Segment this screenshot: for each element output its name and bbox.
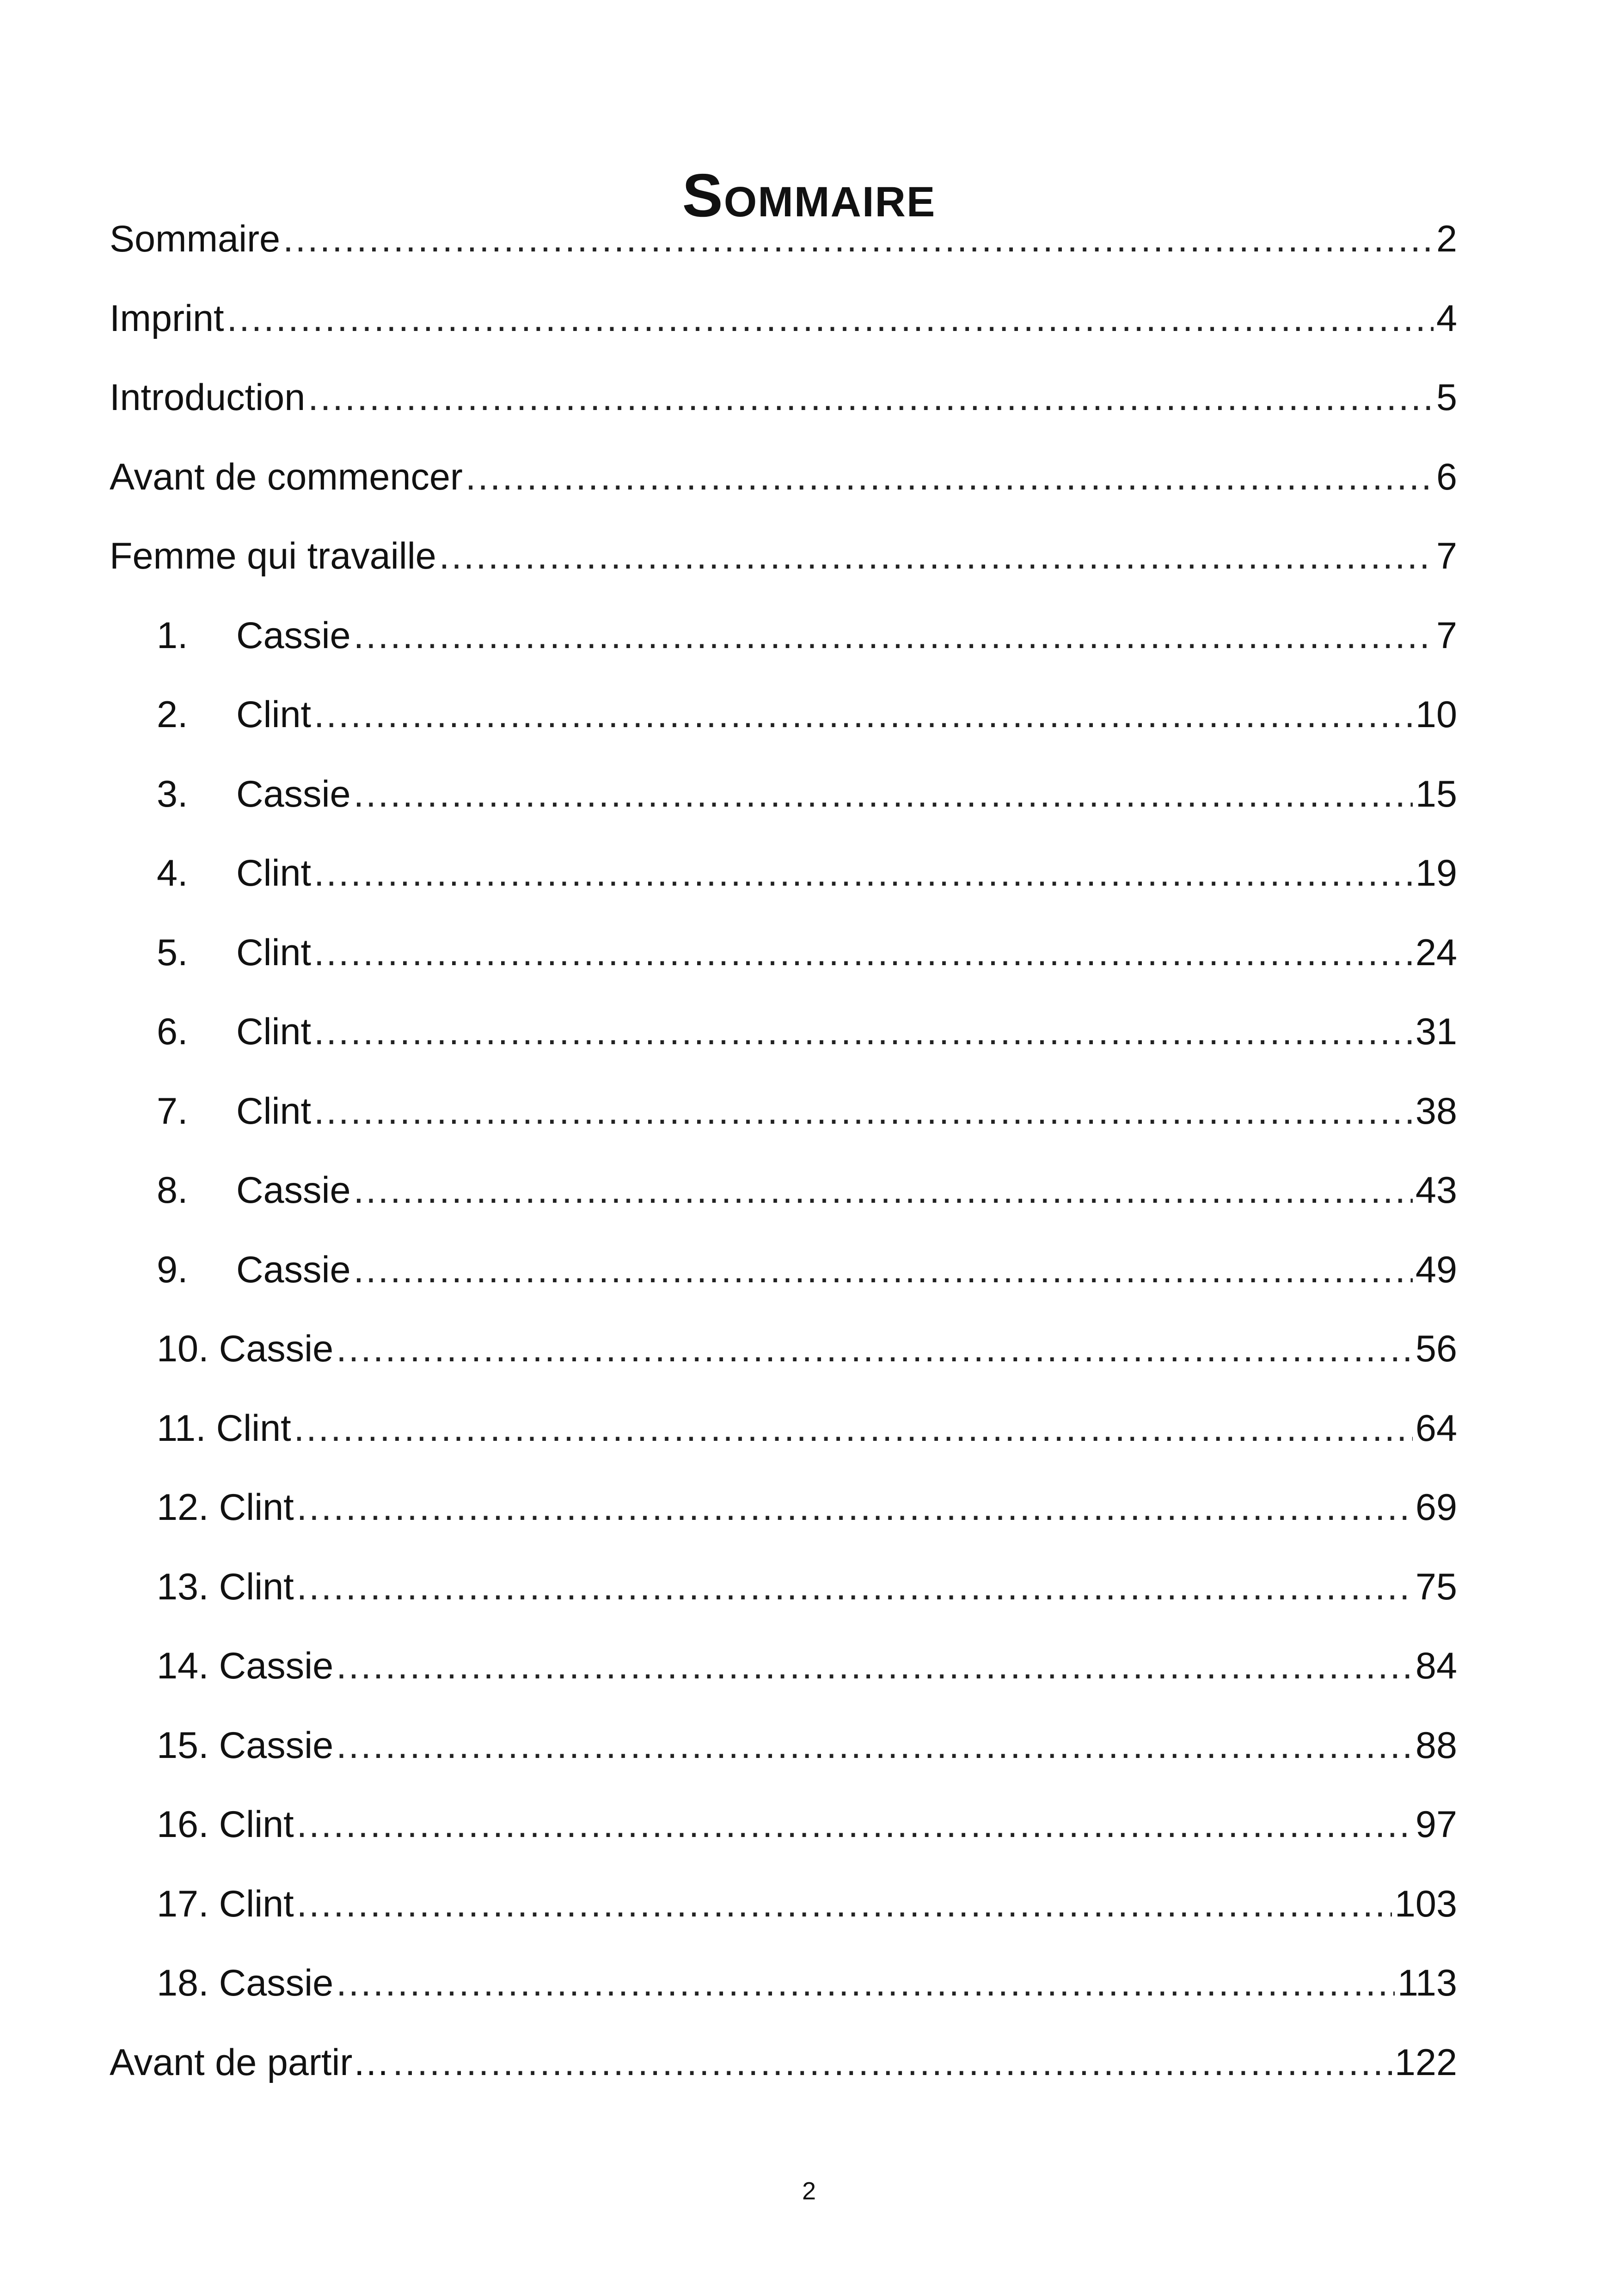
toc-entry-number: 8. [157, 1169, 188, 1211]
toc-entry[interactable] [110, 1244, 1457, 1324]
toc-entry-number: 1. [157, 614, 188, 656]
toc-entry-page: 5 [1436, 377, 1457, 418]
toc-entry-number: 4. [157, 852, 188, 894]
toc-entry[interactable] [110, 1086, 1457, 1165]
toc-entry-label: Avant de commencer [110, 456, 463, 498]
toc-entry[interactable] [110, 927, 1457, 1007]
dot-leader [392, 2037, 1392, 2088]
dot-leader [336, 1720, 1413, 1771]
toc-entry-label: Cassie [219, 1724, 334, 1766]
toc-entry-label: Imprint [110, 297, 224, 339]
toc-entry[interactable] [110, 531, 1457, 610]
toc-entry-number: 14. [157, 1645, 209, 1687]
toc-entry-page: 122 [1394, 2041, 1457, 2083]
toc-entry[interactable] [110, 1006, 1457, 1086]
toc-entry-label: Clint [236, 852, 312, 894]
toc-entry[interactable] [110, 2037, 1457, 2117]
toc-entry[interactable] [110, 689, 1457, 769]
toc-entry-label: Cassie [219, 1645, 334, 1687]
toc-entry-label: Clint [219, 1883, 294, 1925]
toc-entry-page: 31 [1415, 1011, 1457, 1053]
toc-entry-label: Clint [236, 1090, 312, 1132]
dot-leader [336, 1641, 1413, 1691]
dot-leader [354, 769, 1413, 820]
toc-entry-label: Clint [219, 1487, 294, 1528]
dot-leader [354, 1244, 1413, 1295]
toc-entry-page: 56 [1415, 1328, 1457, 1370]
toc-entry-page: 69 [1415, 1487, 1457, 1528]
toc-entry-page: 7 [1436, 535, 1457, 577]
toc-entry[interactable] [110, 1403, 1457, 1482]
dot-leader [297, 1482, 1413, 1533]
dot-leader [314, 848, 1413, 899]
toc-entry-number: 11. [157, 1407, 206, 1449]
toc-entry[interactable] [110, 1799, 1457, 1879]
dot-leader [297, 1879, 1392, 1929]
toc-entry[interactable] [110, 1165, 1457, 1244]
toc-entry[interactable] [110, 848, 1457, 927]
toc-entry-number: 17. [157, 1883, 209, 1925]
toc-entry-page: 38 [1415, 1090, 1457, 1132]
toc-entry[interactable] [110, 1323, 1457, 1403]
dot-leader [354, 610, 1434, 661]
toc-entry-page: 15 [1415, 773, 1457, 815]
dot-leader [314, 689, 1413, 740]
toc-entry-page: 75 [1415, 1566, 1457, 1608]
dot-leader [354, 1165, 1413, 1216]
toc-entry-number: 10. [157, 1328, 209, 1370]
dot-leader [308, 372, 1434, 423]
toc-entry-number: 15. [157, 1724, 209, 1766]
toc-entry-page: 97 [1415, 1804, 1457, 1845]
toc-entry-page: 88 [1415, 1724, 1457, 1766]
toc-entry-page: 19 [1415, 852, 1457, 894]
toc-entry[interactable] [110, 1720, 1457, 1800]
toc-entry[interactable] [110, 610, 1457, 690]
toc-entry-page: 103 [1394, 1883, 1457, 1925]
toc-entry-label: Cassie [236, 773, 351, 815]
table-of-contents [110, 214, 1457, 2116]
toc-entry-number: 9. [157, 1249, 188, 1291]
toc-entry-label: Clint [236, 694, 312, 735]
toc-entry-number: 5. [157, 931, 188, 974]
dot-leader [439, 531, 1434, 582]
toc-entry-page: 43 [1415, 1169, 1457, 1211]
toc-entry-label: Avant de partir… [110, 2041, 390, 2083]
toc-entry-number: 12. [157, 1487, 209, 1528]
toc-entry[interactable] [110, 1879, 1457, 1958]
toc-entry-label: Clint [236, 931, 312, 974]
toc-entry-page: 24 [1415, 931, 1457, 974]
toc-entry[interactable] [110, 1958, 1457, 2037]
toc-entry-page: 64 [1415, 1407, 1457, 1449]
toc-entry-label: Cassie [236, 1249, 351, 1291]
dot-leader [227, 293, 1434, 344]
toc-entry[interactable] [110, 293, 1457, 373]
toc-entry[interactable] [110, 452, 1457, 531]
toc-entry-label: Cassie [219, 1328, 334, 1370]
page-title: Sommaire [682, 161, 936, 230]
dot-leader [336, 1958, 1395, 2008]
toc-entry-label: Cassie [236, 1169, 351, 1211]
toc-entry-label: Clint [219, 1804, 294, 1845]
toc-entry-page: 113 [1397, 1962, 1457, 2004]
toc-entry-label: Clint [219, 1566, 294, 1608]
toc-entry[interactable] [110, 1482, 1457, 1561]
toc-entry-label: Sommaire [110, 218, 281, 260]
toc-entry-page: 7 [1436, 614, 1457, 656]
toc-entry-label: Clint [216, 1407, 291, 1449]
toc-entry-label: Cassie [236, 614, 351, 656]
dot-leader [283, 214, 1434, 264]
dot-leader [314, 1086, 1413, 1137]
dot-leader [336, 1323, 1413, 1374]
toc-entry-number: 13. [157, 1566, 209, 1608]
toc-entry-number: 2. [157, 694, 188, 735]
dot-leader [314, 927, 1413, 978]
toc-entry-page: 10 [1415, 694, 1457, 735]
toc-entry-number: 6. [157, 1011, 188, 1053]
toc-entry-label: Cassie [219, 1962, 334, 2004]
toc-entry-number: 16. [157, 1804, 209, 1845]
dot-leader [294, 1403, 1413, 1454]
toc-entry-page: 2 [1436, 218, 1457, 260]
toc-entry[interactable] [110, 769, 1457, 848]
dot-leader [314, 1006, 1413, 1057]
toc-entry-label: Femme qui travaille [110, 535, 436, 577]
toc-entry-label: Clint [236, 1011, 312, 1053]
toc-entry-label: Introduction [110, 377, 306, 418]
page-number: 2 [802, 2177, 816, 2205]
toc-entry[interactable] [110, 1641, 1457, 1720]
dot-leader [297, 1799, 1413, 1850]
toc-entry-page: 84 [1415, 1645, 1457, 1687]
toc-entry-page: 4 [1436, 297, 1457, 339]
dot-leader [297, 1561, 1413, 1612]
dot-leader [466, 452, 1434, 502]
toc-entry-number: 18. [157, 1962, 209, 2004]
toc-entry-page: 6 [1436, 456, 1457, 498]
toc-entry-page: 49 [1415, 1249, 1457, 1291]
toc-entry-number: 3. [157, 773, 188, 815]
toc-entry[interactable] [110, 1561, 1457, 1641]
toc-entry[interactable] [110, 214, 1457, 293]
toc-entry[interactable] [110, 372, 1457, 452]
toc-entry-number: 7. [157, 1090, 188, 1132]
